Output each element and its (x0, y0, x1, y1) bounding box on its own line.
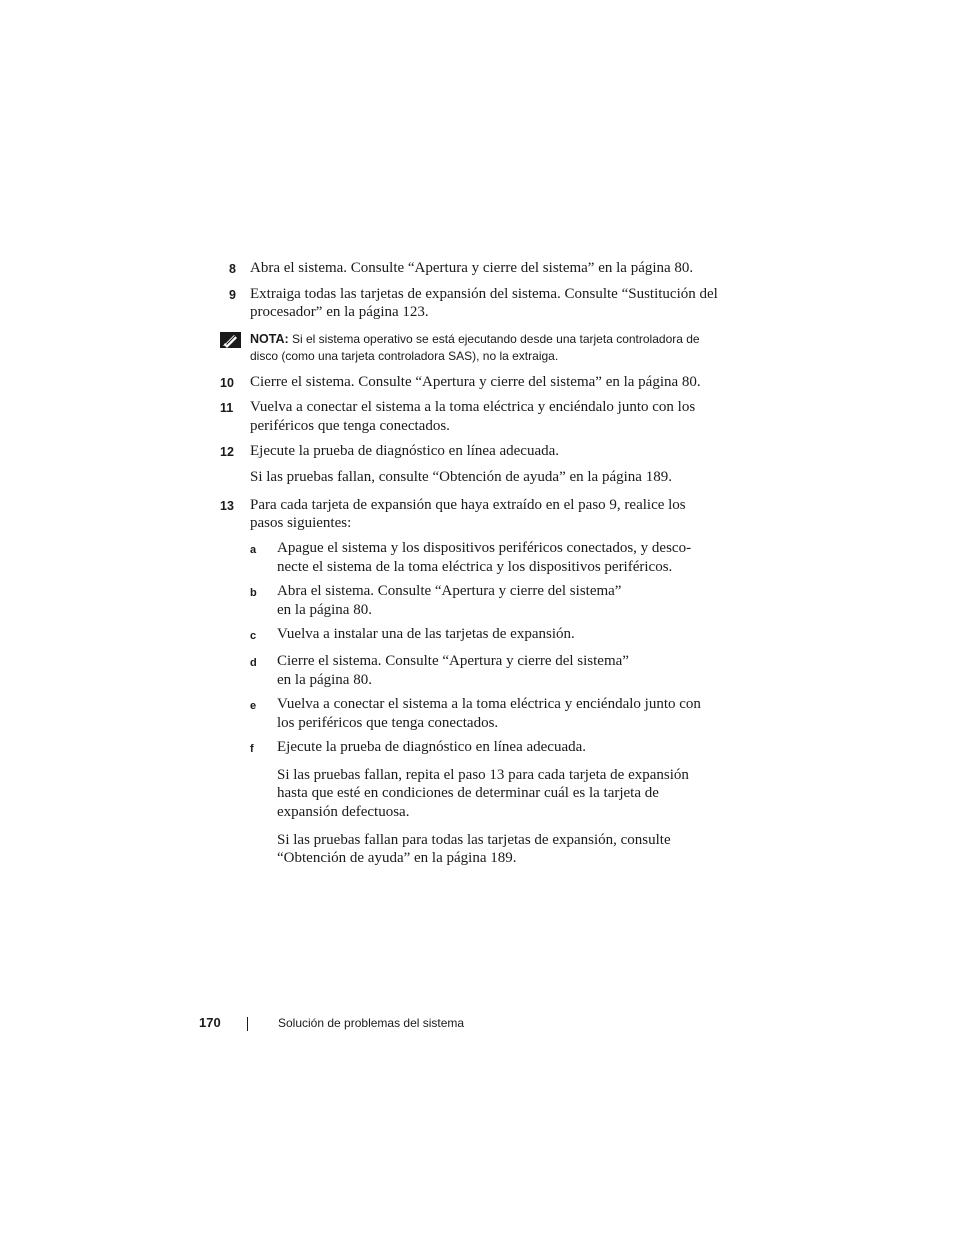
step-text: Vuelva a conectar el sistema a la toma eléctrica y enciéndalo junto con los periféricos que tenga conectados. (250, 399, 696, 434)
step-11 (220, 398, 720, 435)
step-number: 8 (229, 262, 236, 276)
footer-section-title: Solución de problemas del sistema (278, 1016, 465, 1030)
step-number: 9 (229, 287, 236, 302)
substep-a (250, 539, 720, 576)
step-text: Cierre el sistema. Consulte “Apertura y cierre del sistema” en la página 80. (250, 373, 701, 390)
note-label: NOTA: (250, 331, 289, 346)
page-content (220, 259, 720, 868)
substep-f (250, 738, 720, 759)
substep-text: Vuelva a instalar una de las tarjetas de expansión. (277, 626, 575, 643)
substep-f-paragraph-1: Si las pruebas fallan, repita el paso 13 para cada tarjeta de expansión hasta que esté en condiciones de determinar cuál es la tarjeta de expansión defectuosa. (277, 766, 689, 821)
substep-letter: e (250, 700, 257, 713)
substep-text-line2: necte el sistema de la toma eléctrica y los dispositivos periféricos. (277, 558, 673, 575)
step-text: Ejecute la prueba de diagnóstico en línea adecuada. (250, 442, 560, 459)
step-text: Abra el sistema. Consulte “Apertura y cierre del sistema” en la página 80. (250, 260, 694, 276)
substep-text-line1: Apague el sistema y los dispositivos periféricos conectados, y desco- (277, 539, 692, 556)
step-12 (220, 442, 720, 462)
step-number: 13 (220, 498, 234, 513)
step-12-paragraph: Si las pruebas fallan, consulte “Obtención de ayuda” en la página 189. (250, 469, 672, 486)
substep-text-line2: en la página 80. (277, 671, 372, 688)
pencil-note-icon (220, 331, 250, 353)
substep-c (250, 625, 720, 646)
substep-text: Ejecute la prueba de diagnóstico en línea adecuada. (277, 739, 587, 756)
substep-text-line1: Abra el sistema. Consulte “Apertura y cierre del sistema” (277, 583, 622, 600)
substep-f-paragraph-2: Si las pruebas fallan para todas las tarjetas de expansión, consulte “Obtención de ayuda” en la página 189. (277, 831, 671, 867)
substep-e (250, 695, 720, 732)
substep-letter: c (250, 630, 257, 643)
step-8 (220, 259, 720, 279)
step-text: Para cada tarjeta de expansión que haya extraído en el paso 9, realice los pasos siguientes: (250, 496, 686, 532)
substep-text-line1: Cierre el sistema. Consulte “Apertura y cierre del sistema” (277, 652, 629, 669)
substep-letter: d (250, 656, 257, 669)
step-13 (220, 496, 720, 533)
step-number: 11 (220, 401, 234, 416)
step-text: Extraiga todas las tarjetas de expansión del sistema. Consulte “Sustitución del procesador” en la página 123. (250, 285, 718, 321)
step-10 (220, 373, 720, 393)
substep-letter: a (250, 543, 257, 556)
note-box (220, 331, 720, 365)
substep-d (250, 652, 720, 689)
step-9 (220, 285, 720, 322)
footer-divider (247, 1017, 248, 1031)
step-number: 12 (220, 444, 234, 459)
step-number: 10 (220, 375, 234, 390)
substep-letter: f (250, 743, 254, 756)
substep-b (250, 582, 720, 619)
page-number: 170 (199, 1015, 221, 1030)
substep-text-line2: en la página 80. (277, 601, 372, 618)
note-text: Si el sistema operativo se está ejecutando desde una tarjeta controladora de disco (como una tarjeta controladora SAS), no la extraiga. (250, 331, 700, 363)
substep-text: Vuelva a conectar el sistema a la toma eléctrica y enciéndalo junto con los periféricos que tenga conectados. (277, 696, 701, 731)
substep-letter: b (250, 587, 257, 600)
